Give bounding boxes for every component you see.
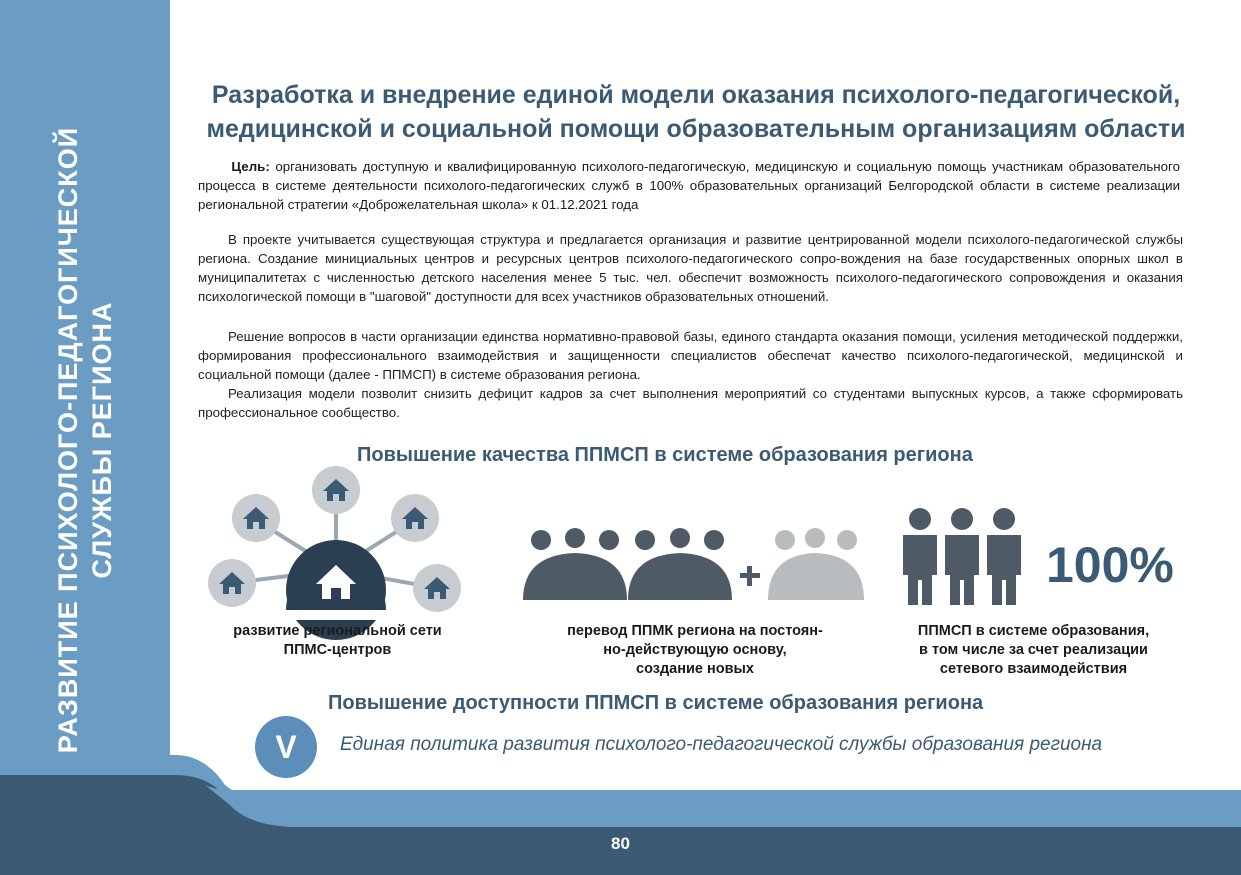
caption-coverage — [896, 622, 1171, 679]
caption-network — [220, 622, 455, 660]
caption-transfer-line1: перевод ППМК региона на постоян- — [567, 623, 823, 639]
sidebar-title-line1: РАЗВИТИЕ ПСИХОЛОГО-ПЕДАГОГИЧЕСКОЙ — [53, 126, 83, 754]
caption-coverage-line1: ППМСП в системе образования, — [917, 623, 1150, 639]
caption-transfer-line3: создание новых — [636, 661, 754, 677]
standing-people-icon — [903, 508, 1021, 605]
body-paragraph-1: В проекте учитывается существующая структура и предлагается организация и развитие центрированной модели психолого-педагогической службы региона. Создание минициальных центров и ресурсных центров психолого-педагогического сопро-вождения на базе государственных опорных школ в муниципалитетах с численностью детского населения менее 5 тыс. чел. обеспечит возможность психолого-педагогического сопровождения и оказания психологической помощи в "шаговой" доступности для всех участников образовательных отношений. — [198, 232, 1183, 304]
body-paragraph-2: Решение вопросов в части организации единства нормативно-правовой базы, единого стандарта оказания помощи, усиления методической поддержки, формирования профессионального взаимодействия и защищенности специалистов обеспечат качество психолого-педагогической, медицинской и социальной помощи (далее - ППМСП) в системе образования региона. — [198, 329, 1183, 382]
small-house-icon — [232, 494, 280, 542]
page-title-line1: Разработка и внедрение единой модели оказания психолого-педагогической, — [211, 81, 1181, 109]
v-badge: V — [255, 716, 317, 778]
caption-transfer-line2: но-действующую основу, — [603, 642, 787, 658]
policy-text: Единая политика развития психолого-педагогической службы образования региона — [340, 734, 1103, 755]
caption-coverage-line3: сетевого взаимодействия — [939, 661, 1128, 677]
small-house-icon — [208, 559, 256, 607]
plus-icon — [740, 566, 760, 586]
caption-network-line2: ППМС-центров — [283, 642, 392, 658]
body-paragraph-3: Реализация модели позволит снизить дефицит кадров за счет выполнения мероприятий со студентами выпускных курсов, а также сформировать профессиональное сообщество. — [198, 386, 1183, 420]
caption-transfer — [545, 622, 845, 679]
small-house-icon — [413, 564, 461, 612]
page-title-line2: медицинской и социальной помощи образовательным организациям области — [206, 115, 1186, 143]
section-heading-quality: Повышение качества ППМСП в системе образования региона — [357, 444, 973, 466]
small-house-icon — [312, 466, 360, 514]
caption-coverage-line2: в том числе за счет реализации — [919, 642, 1148, 658]
caption-network-line1: развитие региональной сети — [233, 623, 442, 639]
sidebar-title-line2: СЛУЖБЫ РЕГИОНА — [87, 301, 117, 579]
page-number: 80 — [611, 834, 630, 853]
group-people-new-icon — [768, 528, 864, 600]
group-people-icon — [523, 528, 732, 600]
goal-label: Цель: — [231, 159, 270, 174]
coverage-percent: 100% — [1046, 537, 1174, 593]
small-house-icon — [391, 494, 439, 542]
network-hub-icon — [208, 466, 461, 640]
goal-text: организовать доступную и квалифицированную психолого-педагогическую, медицинскую и социальную помощь участникам образовательного процесса в системе деятельности психолого-педагогических служб в 100% образовательных организаций Белгородской области в системе реализации региональной стратегии «Доброжелательная школа» к 01.12.2021 года — [198, 159, 1180, 212]
section-heading-accessibility: Повышение доступности ППМСП в системе образования региона — [328, 692, 984, 714]
